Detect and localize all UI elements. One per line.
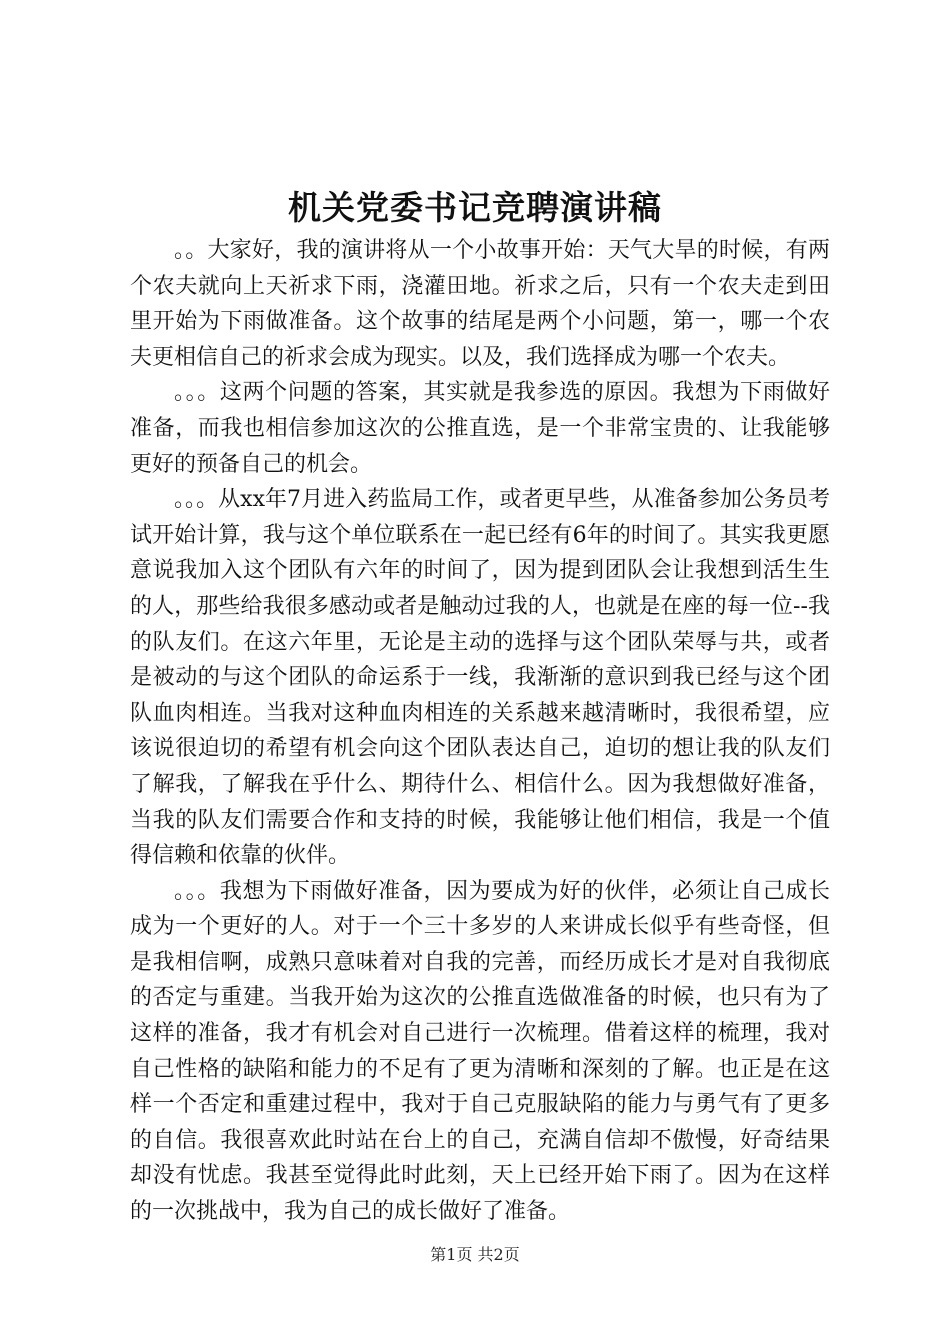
body-paragraph-2: 。。。这两个问题的答案，其实就是我参选的原因。我想为下雨做好准备，而我也相信参加这次的公推直选，是一个非常宝贵的、让我能够更好的预备自己的机会。 [130, 380, 830, 477]
page-number-footer: 第1页 共2页 [430, 1245, 520, 1264]
document-title: 机关党委书记竞聘演讲稿 [288, 188, 662, 227]
body-paragraph-3: 。。。从xx年7月进入药监局工作，或者更早些，从准备参加公务员考试开始计算，我与这个单位联系在一起已经有6年的时间了。其实我更愿意说我加入这个团队有六年的时间了，因为提到团队会让我想到活生生的人，那些给我很多感动或者是触动过我的人，也就是在座的每一位--我的队友们。在这六年里，无论是主动的选择与这个团队荣辱与共，或者是被动的与这个团队的命运系于一线，我渐渐的意识到我已经与这个团队血肉相连。当我对这种血肉相连的关系越来越清晰时，我很希望，应该说很迫切的希望有机会向这个团队表达自己，迫切的想让我的队友们了解我，了解我在乎什么、期待什么、相信什么。因为我想做好准备，当我的队友们需要合作和支持的时候，我能够让他们相信，我是一个值得信赖和依靠的伙伴。 [130, 487, 830, 869]
body-paragraph-4: 。。。我想为下雨做好准备，因为要成为好的伙伴，必须让自己成长成为一个更好的人。对于一个三十多岁的人来讲成长似乎有些奇怪，但是我相信啊，成熟只意味着对自我的完善，而经历成长才是对自我彻底的否定与重建。当我开始为这次的公推直选做准备的时候，也只有为了这样的准备，我才有机会对自己进行一次梳理。借着这样的梳理，我对自己性格的缺陷和能力的不足有了更为清晰和深刻的了解。也正是在这样一个否定和重建过程中，我对于自己克服缺陷的能力与勇气有了更多的自信。我很喜欢此时站在台上的自己，充满自信却不傲慢，好奇结果却没有忧虑。我甚至觉得此时此刻，天上已经开始下雨了。因为在这样的一次挑战中，我为自己的成长做好了准备。 [130, 878, 830, 1225]
document-body [130, 233, 830, 1230]
body-paragraph-1: 。。大家好，我的演讲将从一个小故事开始：天气大旱的时候，有两个农夫就向上天祈求下雨，浇灌田地。祈求之后，只有一个农夫走到田里开始为下雨做准备。这个故事的结尾是两个小问题，第一，哪一个农夫更相信自己的祈求会成为现实。以及，我们选择成为哪一个农夫。 [130, 238, 830, 370]
